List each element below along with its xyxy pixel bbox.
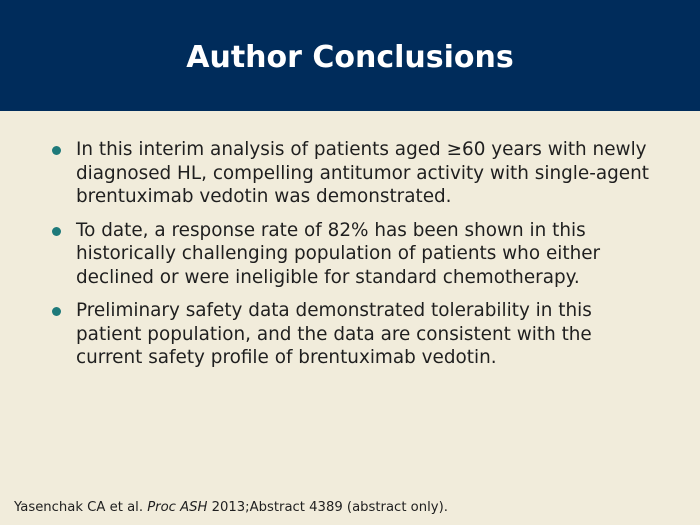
bullet-item <box>76 299 656 370</box>
bullet-dot-icon <box>52 307 61 316</box>
title-banner <box>0 0 700 111</box>
bullet-dot-icon <box>52 146 61 155</box>
bullet-item <box>76 138 656 209</box>
conclusions-list <box>76 138 656 380</box>
bullet-dot-icon <box>52 227 61 236</box>
bullet-text: In this interim analysis of patients aged ≥60 years with newly diagnosed HL, compelling antitumor activity with single-agent brentuximab vedotin was demonstrated. <box>76 139 649 207</box>
bullet-item <box>76 219 656 290</box>
citation-authors: Yasenchak CA et al. <box>14 500 148 515</box>
bullet-text: Preliminary safety data demonstrated tolerability in this patient population, and the data are consistent with the current safety profile of brentuximab vedotin. <box>76 300 592 368</box>
citation <box>14 499 448 517</box>
bullet-text: To date, a response rate of 82% has been shown in this historically challenging population of patients who either declined or were ineligible for standard chemotherapy. <box>76 219 601 288</box>
citation-journal: Proc ASH <box>147 500 208 515</box>
citation-details: 2013;Abstract 4389 (abstract only). <box>207 500 448 515</box>
slide-title: Author Conclusions <box>186 40 514 75</box>
